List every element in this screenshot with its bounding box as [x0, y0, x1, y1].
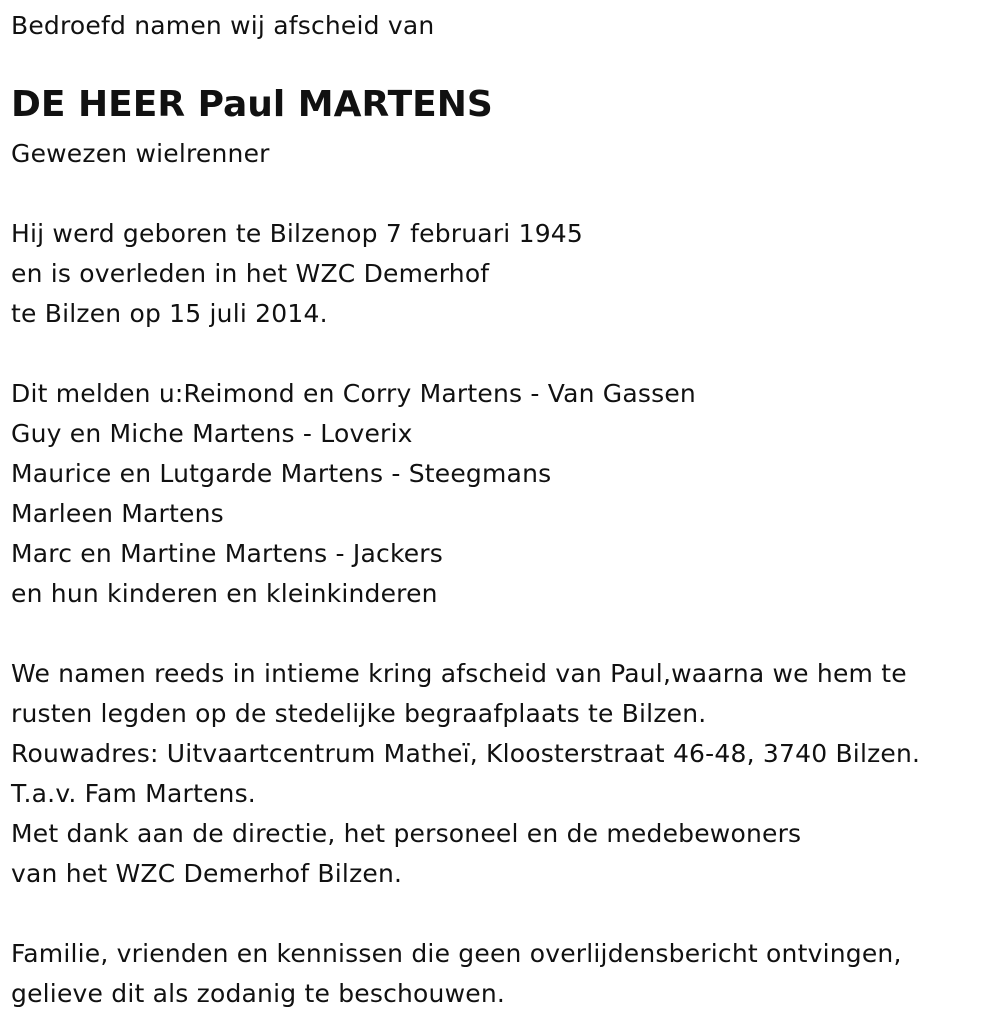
- occupation-block: [11, 134, 270, 174]
- family-block: [11, 374, 696, 614]
- deceased-name: DE HEER Paul MARTENS: [11, 84, 493, 125]
- thanks-line: van het WZC Demerhof Bilzen.: [11, 859, 403, 888]
- thanks-line: Met dank aan de directie, het personeel en de medebewoners: [11, 819, 802, 848]
- closing-block: [11, 934, 902, 1014]
- family-line: Marc en Martine Martens - Jackers: [11, 539, 444, 568]
- death-line: en is overleden in het WZC Demerhof: [11, 259, 490, 288]
- birth-line: Hij werd geboren te Bilzenop 7 februari 1945: [11, 219, 584, 248]
- farewell-line: We namen reeds in intieme kring afscheid van Paul,waarna we hem te: [11, 659, 907, 688]
- farewell-line: rusten legden op de stedelijke begraafplaats te Bilzen.: [11, 699, 707, 728]
- attention-line: T.a.v. Fam Martens.: [11, 779, 256, 808]
- occupation-text: Gewezen wielrenner: [11, 139, 270, 168]
- death-place-line: te Bilzen op 15 juli 2014.: [11, 299, 328, 328]
- birth-death-block: [11, 214, 583, 334]
- closing-line: Familie, vrienden en kennissen die geen overlijdensbericht ontvingen,: [11, 939, 902, 968]
- closing-line: gelieve dit als zodanig te beschouwen.: [11, 979, 506, 1008]
- intro-text: Bedroefd namen wij afscheid van: [11, 11, 435, 40]
- family-line: en hun kinderen en kleinkinderen: [11, 579, 438, 608]
- family-line: Dit melden u:Reimond en Corry Martens - Van Gassen: [11, 379, 696, 408]
- farewell-block: [11, 654, 920, 894]
- mourning-address-line: Rouwadres: Uitvaartcentrum Matheï, Kloosterstraat 46-48, 3740 Bilzen.: [11, 739, 921, 768]
- family-line: Maurice en Lutgarde Martens - Steegmans: [11, 459, 552, 488]
- family-line: Marleen Martens: [11, 499, 224, 528]
- family-line: Guy en Miche Martens - Loverix: [11, 419, 413, 448]
